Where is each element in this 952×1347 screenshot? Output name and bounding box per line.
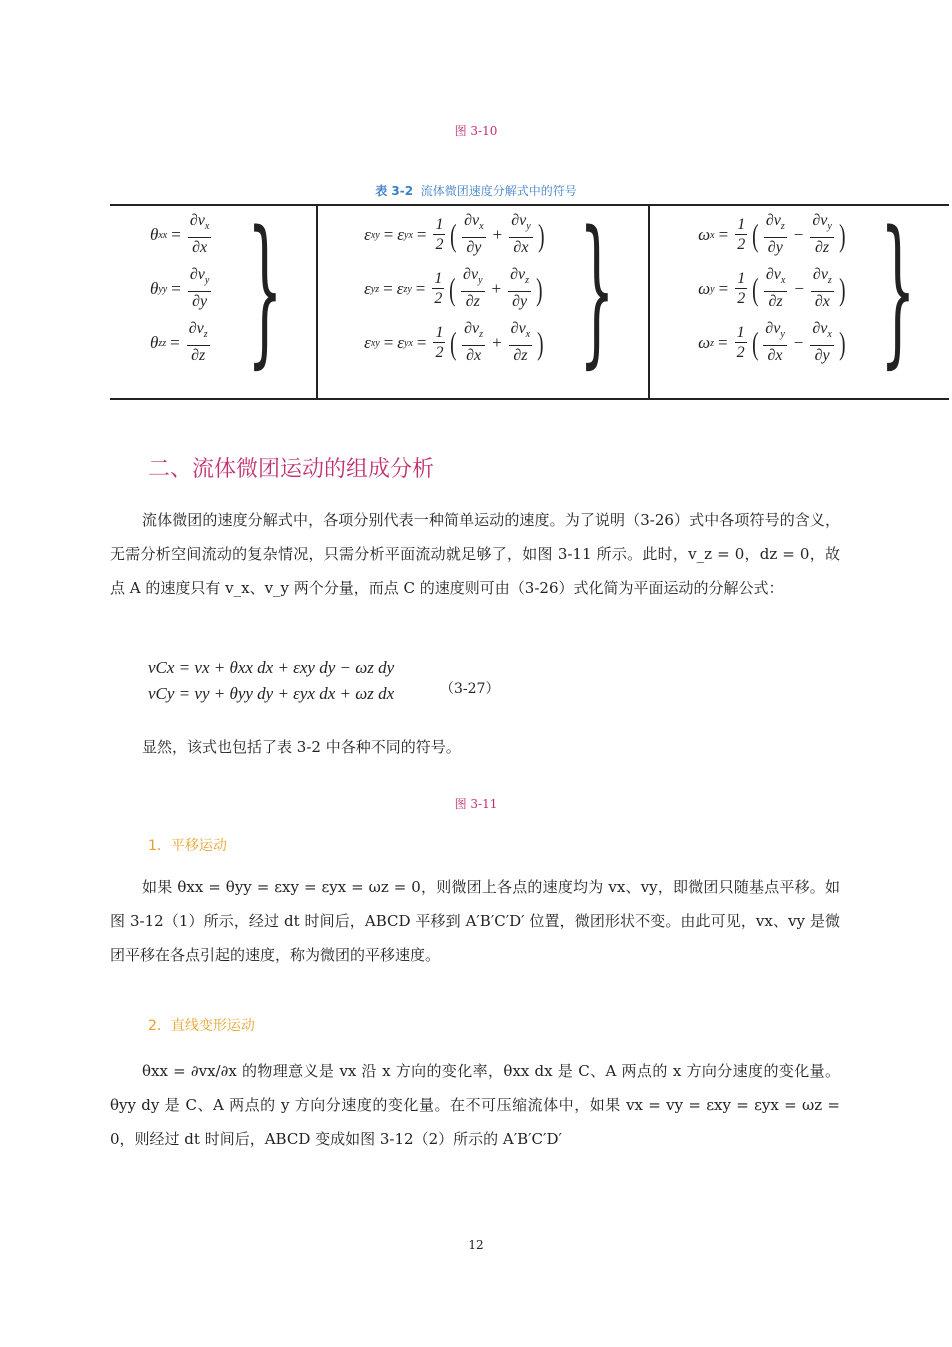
formula-line-2: vCy = vy + θyy dy + εyx dx + ωz dx <box>148 684 395 703</box>
figure-caption-top: 图 3-10 <box>454 124 498 138</box>
paragraph-4-text: θxx = ∂vx/∂x 的物理意义是 vx 沿 x 方向的变化率，θxx dx 是 C、A 两点的 x 方向分速度的变化量。θyy dy 是 C、A 两点的 y 方向分速度的变化量。在不可压缩流体中，如果 vx = vy = εxy = εyx = ωz = 0，则经过 dt 时间后，ABCD 变成如图 3-12（2）所示的 A′B′C′D′ <box>110 1062 840 1148</box>
paragraph-1 <box>110 503 840 605</box>
sub-heading-translation: 1．平移运动 <box>148 838 227 854</box>
symbol-table <box>110 196 949 400</box>
figure-caption-mid: 图 3-11 <box>454 797 498 811</box>
table-caption <box>0 182 952 199</box>
formula-line-1: vCx = vx + θxx dx + εxy dy − ωz dy <box>148 658 395 677</box>
table-cell-omega: ω x = $\frac{1}{2}$ ( $\frac{\partial v_z}{\partial y}$ − $\frac{\partial v_y}{\partial z}$ ) ω y = $\frac{1}{2}$ ( $\frac{\partial v_x}{\partial z}$ − $\frac{\partial v_z}{\partial x}$ ) ω z = $\frac{1}{2}$ ( $\frac{\partial v_y}{\partial x}$ − $\frac{\partial v_x}{\partial y}$ ) } <box>649 205 949 399</box>
paragraph-2-text: 显然，该式也包括了表 3-2 中各种不同的符号。 <box>142 738 461 756</box>
paragraph-3 <box>110 870 840 972</box>
paragraph-3-text: 如果 θxx = θyy = εxy = εyx = ωz = 0，则微团上各点的速度均为 vx、vy，即微团只随基点平移。如图 3-12（1）所示，经过 dt 时间后，ABCD 平移到 A′B′C′D′ 位置，微团形状不变。由此可见，vx、vy 是微团平移在各点引起的速度，称为微团的平移速度。 <box>110 878 840 964</box>
paragraph-2 <box>110 730 840 764</box>
paragraph-1-text: 流体微团的速度分解式中，各项分别代表一种简单运动的速度。为了说明（3-26）式中各项符号的含义，无需分析空间流动的复杂情况，只需分析平面流动就足够了，如图 3-11 所示。此时，v_z = 0，dz = 0，故点 A 的速度只有 v_x、v_y 两个分量，而点 C 的速度则可由（3-26）式化简为平面运动的分解公式： <box>110 511 840 597</box>
page-number: 12 <box>468 1238 484 1252</box>
paragraph-4 <box>110 1054 840 1156</box>
formula-3-27 <box>148 655 394 707</box>
section-heading: 二、流体微团运动的组成分析 <box>148 457 435 482</box>
table-caption-prefix: 表 3-2 <box>375 184 414 198</box>
table-cell-theta: θ xx = $\frac{\partial v_x}{\partial x}$ θ yy = $\frac{\partial v_y}{\partial y}$ θ zz = $\frac{\partial v_z}{\partial z}$ } <box>150 196 284 383</box>
sub-heading-linear-deformation: 2．直线变形运动 <box>148 1018 255 1034</box>
table-cell-epsilon: ε xy = ε yx = $\frac{1}{2}$ ( $\frac{\partial v_x}{\partial y}$ + $\frac{\partial v_y}{\partial x}$ ) ε yz = ε zy = $\frac{1}{2}$ ( $\frac{\partial v_y}{\partial z}$ + $\frac{\partial v_z}{\partial y}$ ) ε xy = ε yx = $\frac{1}{2}$ ( $\frac{\partial v_z}{\partial x}$ + $\frac{\partial v_x}{\partial z}$ ) } <box>317 205 649 399</box>
formula-number: （3-27） <box>440 681 500 697</box>
table-caption-text: 流体微团速度分解式中的符号 <box>420 184 577 198</box>
